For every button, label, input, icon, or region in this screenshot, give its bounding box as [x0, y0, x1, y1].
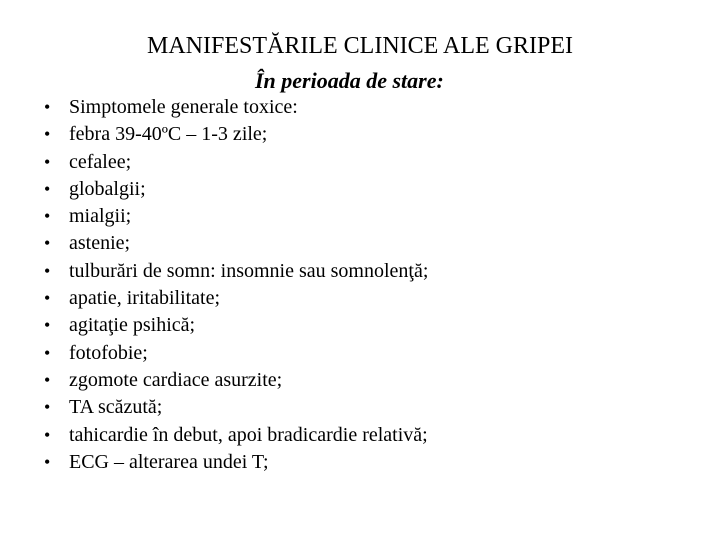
list-item-text: ECG – alterarea undei T;: [69, 450, 269, 473]
bullet-icon: •: [44, 178, 51, 199]
bullet-icon: •: [44, 206, 51, 227]
list-item-text: cefalee;: [69, 150, 132, 173]
list-item-text: mialgii;: [69, 205, 132, 228]
list-item-text: apatie, iritabilitate;: [69, 287, 221, 310]
list-item-text: Simptomele generale toxice:: [69, 96, 298, 118]
bullet-icon: •: [44, 315, 51, 336]
bullet-icon: •: [44, 424, 51, 445]
list-item-text: fotofobie;: [69, 341, 148, 364]
bullet-icon: •: [44, 151, 51, 172]
list-item-text: TA scăzută;: [69, 396, 163, 419]
list-item-text: tulburări de somn: insomnie sau somnolenţă;: [69, 259, 429, 282]
slide-subtitle: În perioada de stare:: [255, 68, 444, 93]
bullet-icon: •: [44, 124, 51, 145]
slide-title: MANIFESTĂRILE CLINICE ALE GRIPEI: [147, 33, 573, 59]
bullet-icon: •: [44, 288, 51, 309]
bullet-icon: •: [44, 369, 51, 390]
bullet-icon: •: [44, 97, 51, 117]
list-item-text: agitaţie psihică;: [69, 314, 196, 337]
bullet-icon: •: [44, 342, 51, 363]
bullet-icon: •: [44, 233, 51, 254]
list-item-text: globalgii;: [69, 177, 146, 200]
bullet-icon: •: [44, 260, 51, 281]
bullet-icon: •: [44, 397, 51, 418]
bullet-icon: •: [44, 451, 51, 472]
list-item-text: febra 39-40ºC – 1-3 zile;: [69, 123, 268, 146]
list-item-text: tahicardie în debut, apoi bradicardie relativă;: [69, 423, 428, 446]
list-item-text: zgomote cardiace asurzite;: [69, 368, 283, 391]
list-item-text: astenie;: [69, 232, 131, 255]
